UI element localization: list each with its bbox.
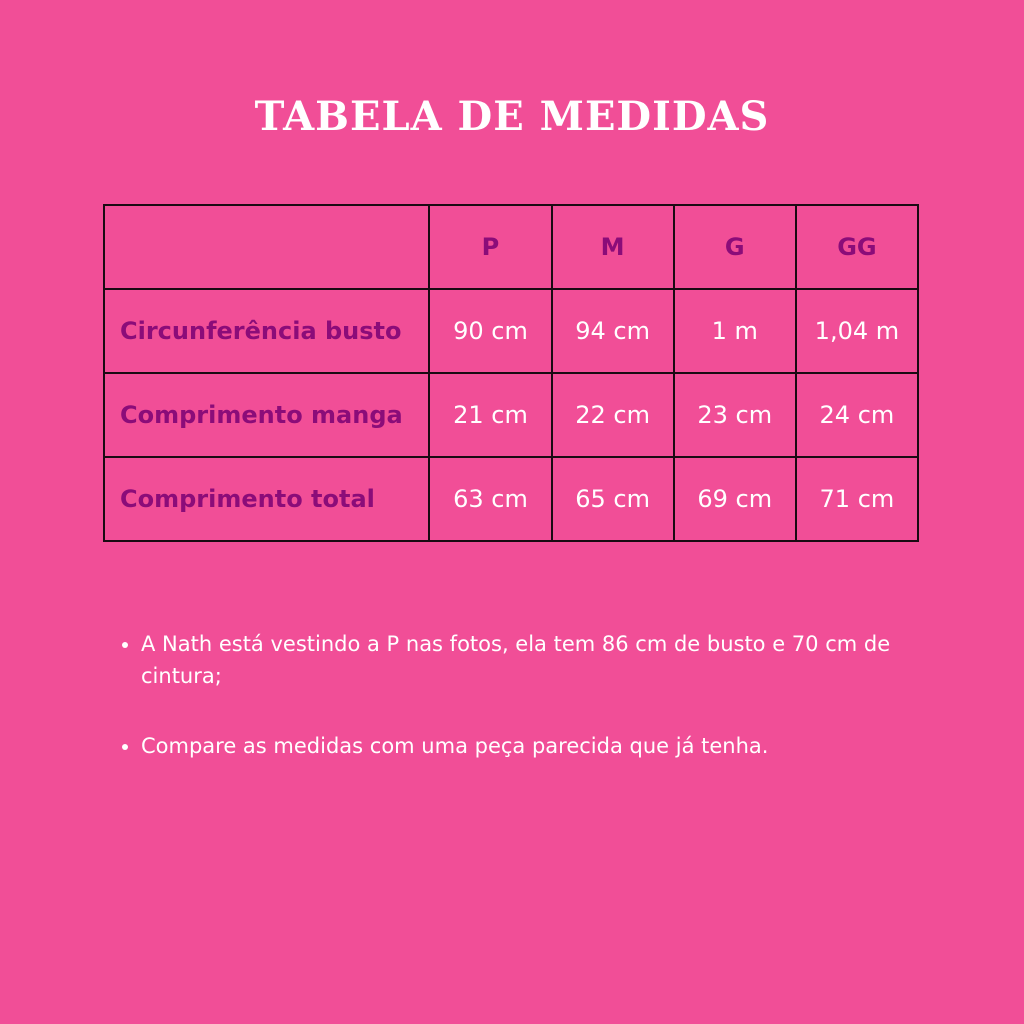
page-title: TABELA DE MEDIDAS [254,93,770,140]
table-cell: 21 cm [429,373,551,457]
table-row [104,373,918,457]
row-label: Comprimento manga [104,373,429,457]
bullet-icon [122,744,128,750]
table-row [104,457,918,541]
list-item [118,730,918,762]
table-cell: 23 cm [674,373,796,457]
header-cell-empty [104,205,429,289]
header-cell-g: G [674,205,796,289]
table-cell: 63 cm [429,457,551,541]
table-cell: 94 cm [552,289,674,373]
note-text: Compare as medidas com uma peça parecida que já tenha. [141,734,769,758]
table-cell: 1 m [674,289,796,373]
list-item [118,628,918,692]
header-cell-p: P [429,205,551,289]
table-cell: 90 cm [429,289,551,373]
size-table [103,204,919,542]
notes-list [118,628,918,800]
table-cell: 65 cm [552,457,674,541]
header-cell-gg: GG [796,205,918,289]
table-cell: 22 cm [552,373,674,457]
bullet-icon [122,642,128,648]
row-label: Comprimento total [104,457,429,541]
note-text: A Nath está vestindo a P nas fotos, ela tem 86 cm de busto e 70 cm de cintura; [141,632,891,688]
table-cell: 71 cm [796,457,918,541]
header-cell-m: M [552,205,674,289]
table-cell: 1,04 m [796,289,918,373]
table-cell: 69 cm [674,457,796,541]
row-label: Circunferência busto [104,289,429,373]
table-row [104,289,918,373]
table-cell: 24 cm [796,373,918,457]
table-header-row [104,205,918,289]
